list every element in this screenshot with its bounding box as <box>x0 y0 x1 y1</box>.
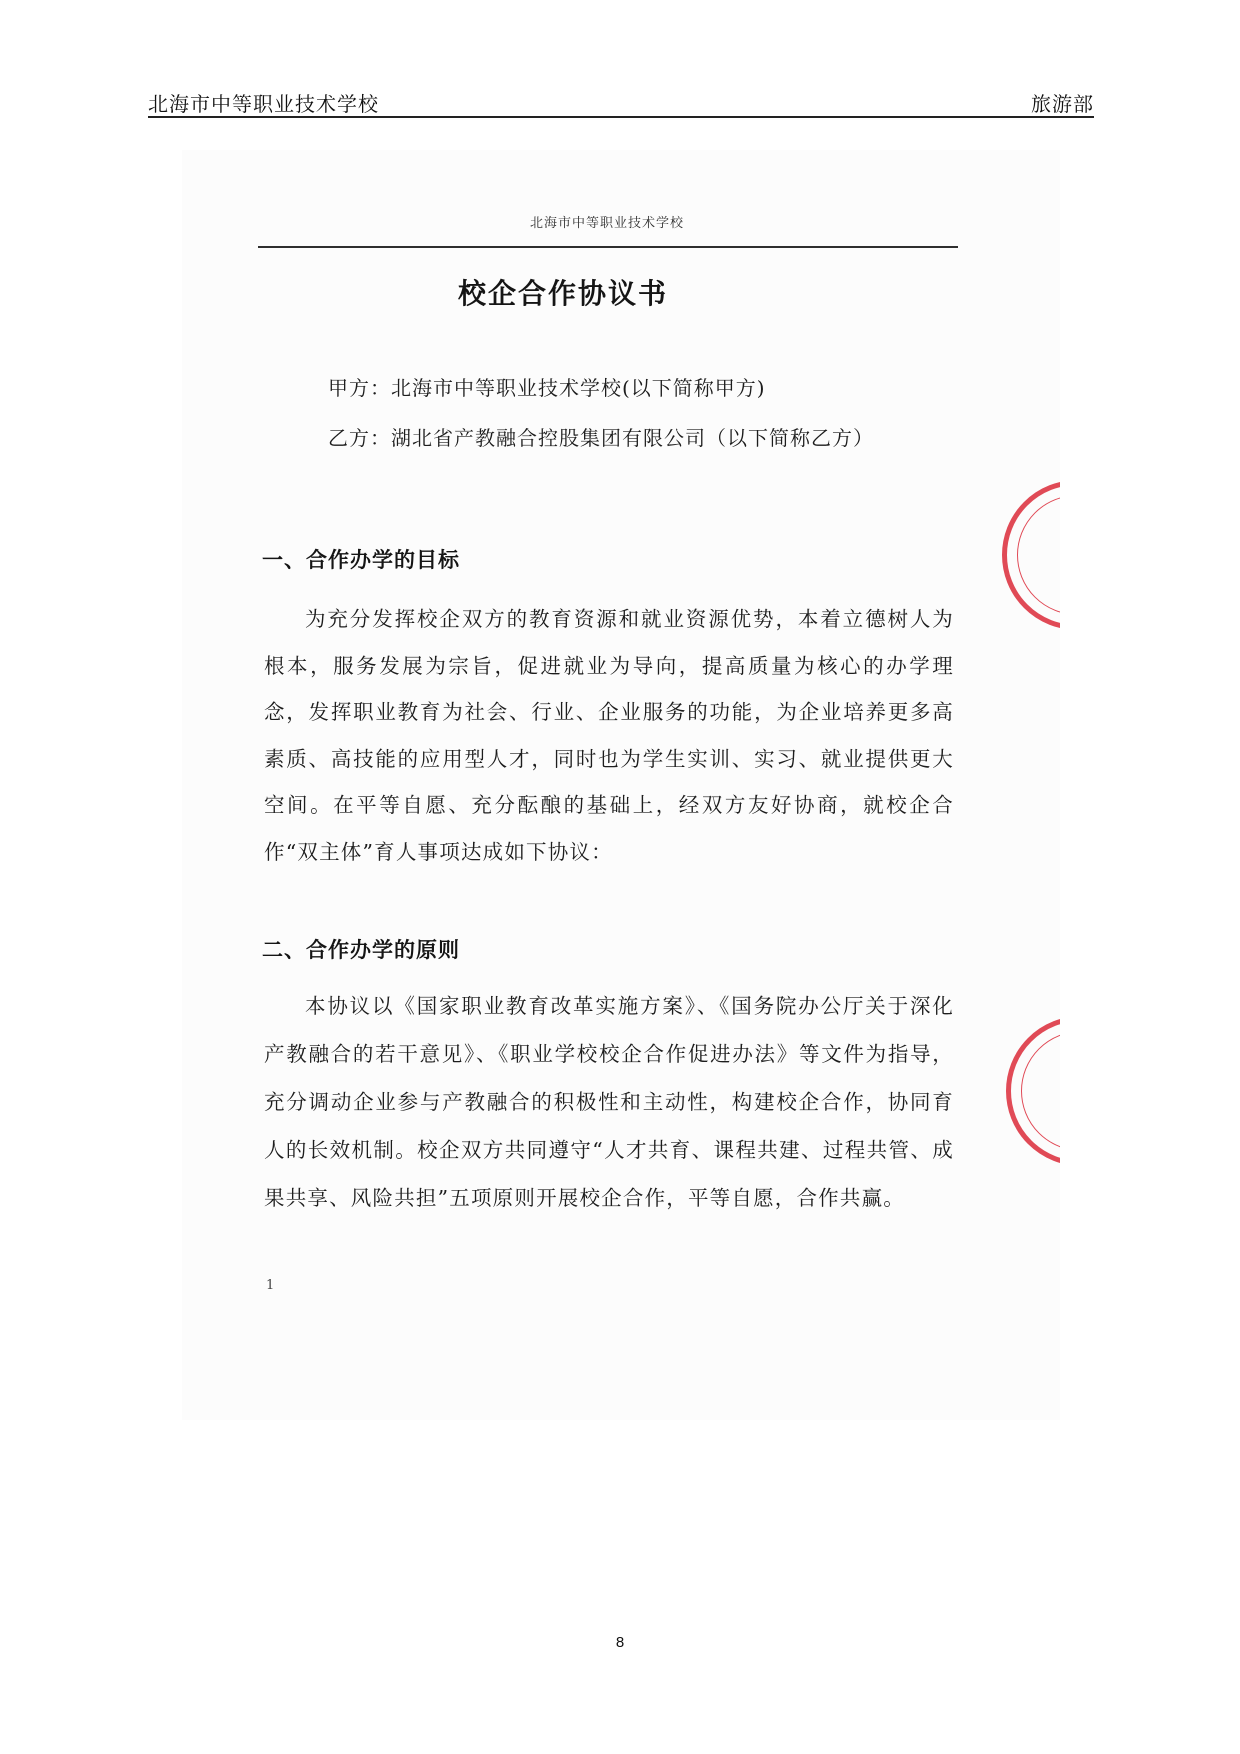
section-heading-principles: 二、合作办学的原则 <box>262 937 460 962</box>
letterhead: 北海市中等职业技术学校 <box>530 216 685 231</box>
seal-inner-ring <box>1017 495 1060 615</box>
seal-layer <box>182 150 1060 1420</box>
section-body-goals: 为充分发挥校企双方的教育资源和就业资源优势，本着立德树人为根本，服务发展为宗旨，促进就业为导向，提高质量为核心的办学理念，发挥职业教育为社会、行业、企业服务的功能，为企业培养更多高素质、高技能的应用型人才，同时也为学生实训、实习、就业提供更大空间。在平等自愿、充分酝酿的基础上，经双方友好协商，就校企合作“双主体”育人事项达成如下协议： <box>264 607 954 864</box>
page-header <box>148 86 1094 118</box>
page-number: 8 <box>615 1634 625 1651</box>
seal-inner-ring <box>1021 1031 1060 1151</box>
section-heading-goals: 一、合作办学的目标 <box>262 547 460 572</box>
party-b: 乙方：湖北省产教融合控股集团有限公司（以下简称乙方） <box>328 426 874 450</box>
party-a: 甲方：北海市中等职业技术学校(以下简称甲方) <box>328 376 766 400</box>
header-school-name: 北海市中等职业技术学校 <box>148 92 379 116</box>
scan-page-number: 1 <box>266 1278 275 1293</box>
scanned-agreement-page <box>182 150 1060 1420</box>
company-seal-icon <box>1006 1016 1060 1166</box>
section-body-principles: 本协议以《国家职业教育改革实施方案》、《国务院办公厅关于深化产教融合的若干意见》、《职业学校校企合作促进办法》等文件为指导，充分调动企业参与产教融合的积极性和主动性，构建校企合作，协同育人的长效机制。校企双方共同遵守“人才共育、课程共建、过程共管、成果共享、风险共担”五项原则开展校企合作，平等自愿，合作共赢。 <box>264 994 954 1210</box>
document-title: 校企合作协议书 <box>458 277 669 310</box>
header-department: 旅游部 <box>1031 92 1094 116</box>
company-seal-icon <box>1002 480 1060 630</box>
